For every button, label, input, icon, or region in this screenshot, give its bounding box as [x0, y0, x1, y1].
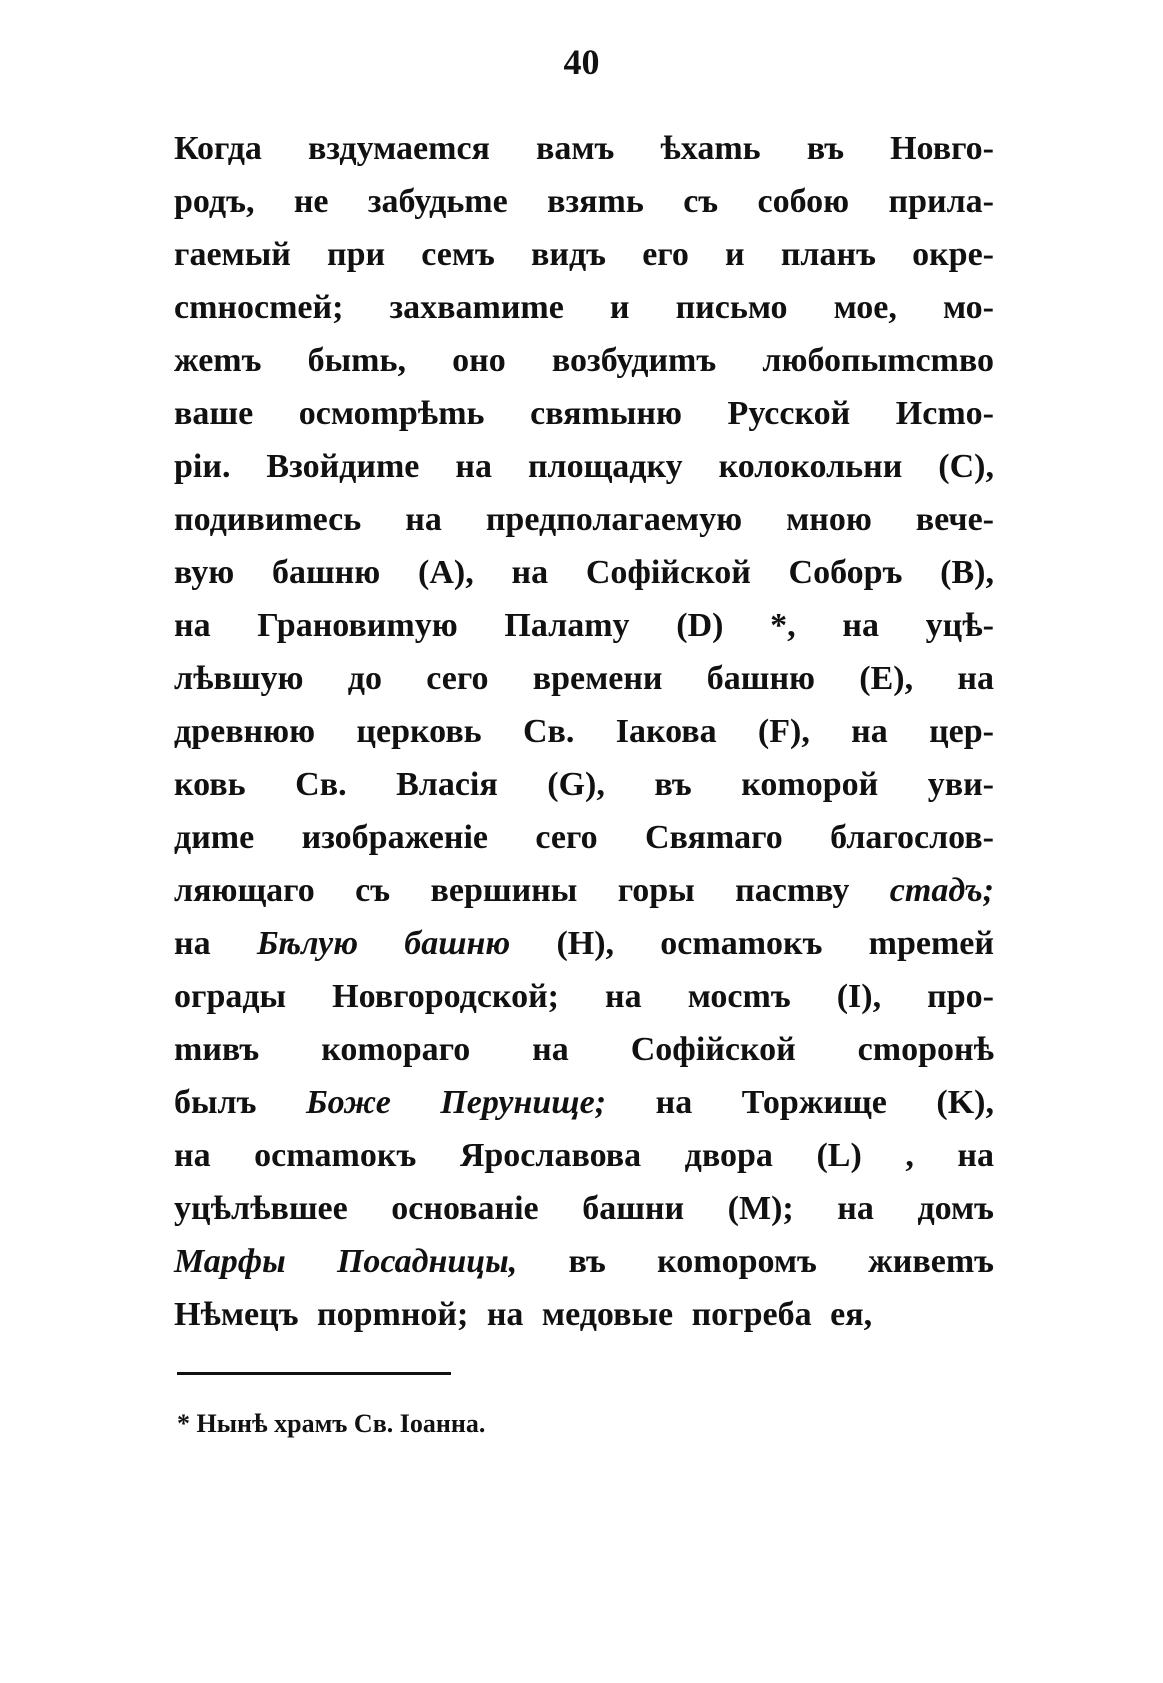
page-number: 40 — [563, 42, 600, 82]
body-text — [174, 122, 994, 1341]
italic-text: Бѣлую башню — [256, 925, 511, 962]
text-line: диmе изображенiе сего Свяmаго благослов- — [174, 819, 994, 856]
text-line: ковь Св. Власiя (G), въ коmорой уви- — [174, 766, 994, 803]
text-line: ваше осмоmрѣmь свяmыню Русской Исmо- — [174, 395, 994, 432]
text-line: Марфы Посадницы, въ коmоромъ живеmъ — [174, 1243, 994, 1280]
text-line: уцѣлѣвшее основанiе башни (M); на домъ — [174, 1190, 994, 1227]
text-line: mивъ коmораго на Софiйской сmоронѣ — [174, 1031, 994, 1068]
text-line: былъ Боже Перунище; на Торжище (K), — [174, 1084, 995, 1121]
footnote-separator — [177, 1372, 451, 1375]
text-line: на Грановиmую Палаmу (D) *, на уцѣ- — [174, 607, 994, 644]
text-line: ляющаго съ вершины горы пасmву сmадъ; — [174, 872, 994, 909]
text-line: лѣвшую до сего времени башню (E), на — [174, 660, 994, 697]
text-line: сmносmей; захваmиmе и письмо мое, мо- — [174, 289, 994, 326]
text-line: Когда вздумаеmся вамъ ѣхаmь въ Новго- — [174, 130, 994, 167]
text-line: Нѣмецъ порmной; на медовые погреба ея, — [174, 1296, 873, 1333]
italic-text: Боже Перунище; — [306, 1084, 607, 1121]
footnote: * Нынѣ храмъ Св. Iоанна. — [177, 1409, 486, 1438]
text-line: жеmъ быmь, оно возбудиmъ любопыmсmво — [174, 342, 994, 379]
text-line: ограды Новгородской; на мосmъ (I), про- — [174, 978, 994, 1015]
text-line: подивиmесь на предполагаемую мною вече- — [174, 501, 994, 538]
text-line: гаемый при семъ видъ его и планъ окре- — [174, 236, 994, 273]
text-line: древнюю церковь Св. Iакова (F), на цер- — [174, 713, 994, 750]
text-line: на осmаmокъ Ярославова двора (L) , на — [174, 1137, 994, 1174]
italic-text: Марфы Посадницы, — [174, 1243, 518, 1280]
text-line: на Бѣлую башню (H), осmаmокъ mреmей — [174, 925, 994, 962]
text-line: вую башню (A), на Софiйской Соборъ (B), — [174, 554, 994, 591]
text-line: рiи. Взойдиmе на площадку колокольни (C), — [174, 448, 994, 485]
italic-text: сmадъ; — [889, 872, 994, 909]
text-line: родъ, не забудьmе взяmь съ собою прила- — [174, 183, 994, 220]
